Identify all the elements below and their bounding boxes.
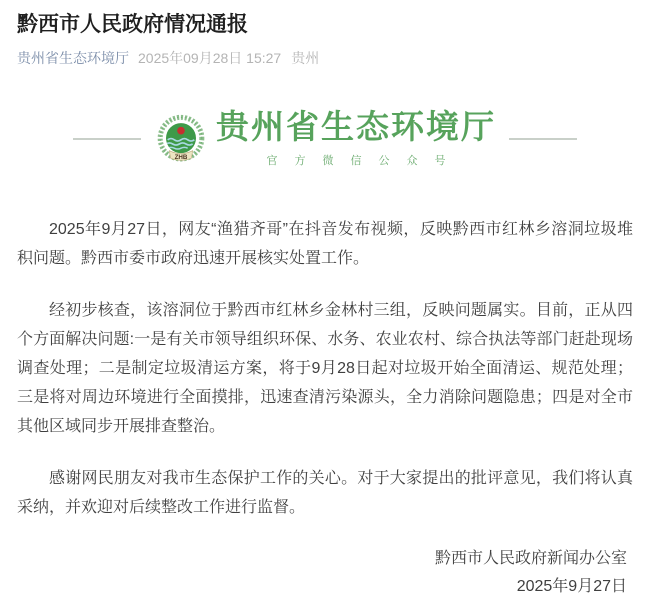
banner-right-rule [509,138,577,140]
signature-org: 黔西市人民政府新闻办公室 [434,550,627,567]
banner-subtitle: 官方微信公众号 [266,154,463,167]
zhb-logo-label: ZHB [174,153,188,161]
account-name-link[interactable]: 贵州省生态环境厅 [17,50,129,66]
paragraph-3: 感谢网民朋友对我市生态保护工作的关心。对于大家提出的批评意见，我们将认真采纳，并欢迎对后续整改工作进行监督。 [17,470,633,516]
article-title: 黔西市人民政府情况通报 [17,13,248,36]
publish-date: 2025年09月28日 15:27 [138,50,282,66]
article-body [17,215,633,522]
paragraph-2: 经初步核查，该溶洞位于黔西市红林乡金林村三组，反映问题属实。目前，正从四个方面解决问题:一是有关市领导组织环保、水务、农业农村、综合执法等部门赶赴现场调查处理；二是制定垃圾清运方案，将于9月28日起对垃圾开始全面清运、规范处理；三是将对周边环境进行全面摸排，迅速查清污染源头，全力消除问题隐患；四是对全市其他区域同步开展排查整治。 [17,302,633,435]
zhb-environment-logo-icon [156,112,206,166]
banner-title: 贵州省生态环境厅 [216,107,496,145]
signature-block [17,545,633,601]
byline [17,49,633,67]
banner-image[interactable] [17,88,633,189]
paragraph-1: 2025年9月27日，网友“渔猎齐哥”在抖音发布视频，反映黔西市红林乡溶洞垃圾堆积问题。黔西市委市政府迅速开展核实处置工作。 [17,221,633,267]
publish-region: 贵州 [291,50,320,66]
signature-date: 2025年9月27日 [516,578,627,595]
banner-left-rule [73,138,141,140]
banner-text [216,107,496,168]
